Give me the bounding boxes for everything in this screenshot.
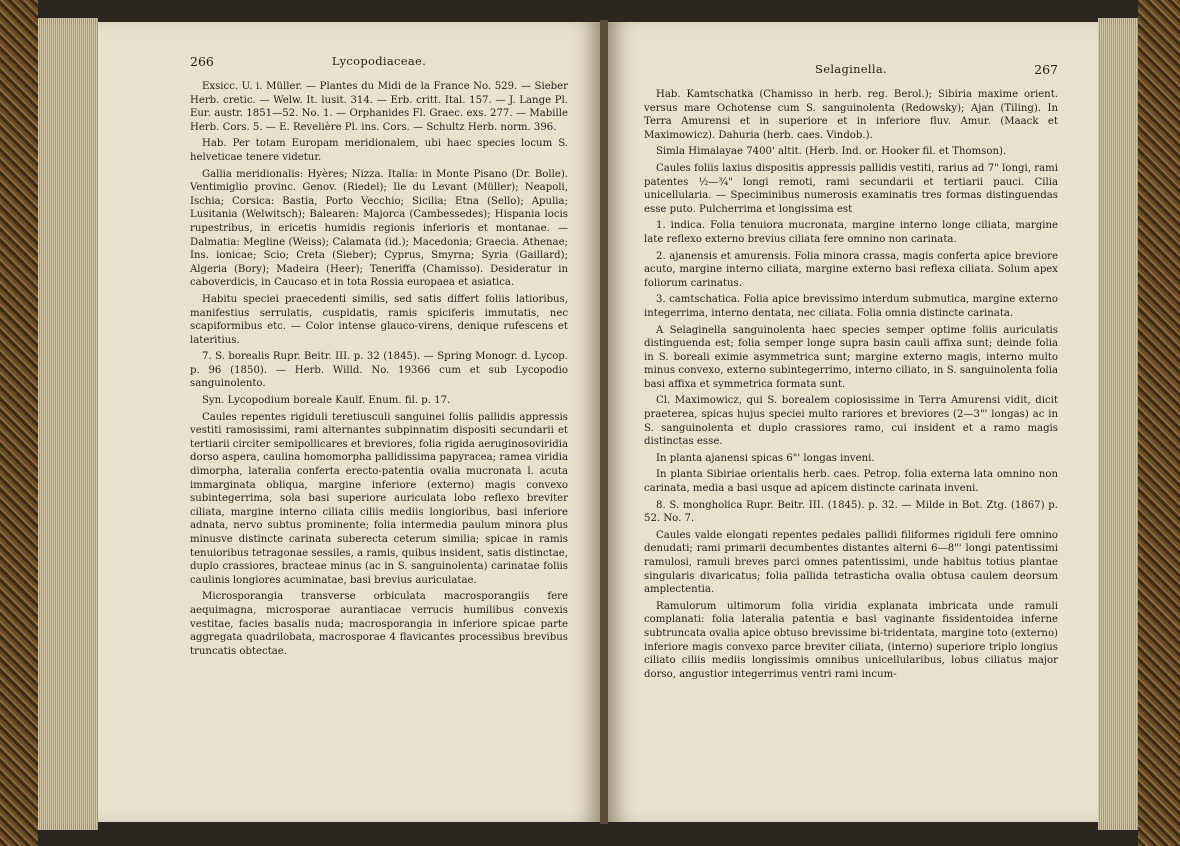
maximowicz-paragraph: Cl. Maximowicz, qui S. borealem copiosissime in Terra Amurensi vidit, dicit praeterea, spicas hujus speciei multo rariores et breviores (2—3"' longas) ac in S. sanguinolenta et duplo crassiores ramo, cui insident et a ramo magis distinctas esse.: [644, 395, 1058, 448]
right-page-number: 267: [1034, 62, 1058, 77]
description-paragraph: Caules repentes rigiduli teretiusculi sanguinei foliis pallidis appressis vestiti ramosissimi, rami alternantes subpinnatim dispositi secundarii et tertiarii circiter semipollicares et breviores, folia rigida aeruginosoviridia dorso aspera, caulina homomorpha pallidissima papyracea; ramea viridia dimorpha, lateralia conferta erecto-patentia ovalia mucronata l. acuta immarginata obliqua, margine inferiore (externo) magis convexo subintegerrima, sola basi superiore auriculata lobo reflexo breviter ciliata, margine interno ciliata ciliis mediis longioribus, basi inferiore adnata, nervo subtus prominente; folia intermedia paulum minora plus minusve distincte carinata suberecta ceterum similia; spicae in ramis tenuioribus tetragonae sessiles, a ramis, quibus insident, satis distinctae, duplo crassiores, bracteae minus (ac in S. sanguinolenta) carinatae foliis caulinis longiores acuminatae, basi brevius auriculatae.: [190, 411, 568, 586]
left-page-body: [190, 80, 568, 658]
ajanensi-paragraph: In planta ajanensi spicas 6"' longas inveni.: [656, 452, 875, 464]
left-page-stack: [38, 18, 98, 830]
sibiriae-paragraph: In planta Sibiriae orientalis herb. caes. Petrop. folia externa lata omnino non carinata, media a basi usque ad apicem distincte carinata inveni.: [644, 469, 1058, 495]
ramulorum-paragraph: Ramulorum ultimorum folia viridia explanata imbricata unde ramuli complanati: folia lateralia patentia e basi vaginante fissidentoidea inferne subtruncata ovalia apice obtuso brevissime bi-tridentata, margine toto (externo) inferiore magis convexo parce breviter ciliata, (interno) superiore triplo longius ciliato ciliis mediis longissimis omnibus unicellularibus, lobus ciliatus major dorso, angustior integerrimus ventri rami incum-: [644, 600, 1058, 680]
left-running-title: Lycopodiaceae.: [331, 54, 427, 68]
habitat-paragraph: Hab. Per totam Europam meridionalem, ubi haec species locum S. helveticae tenere videtur.: [190, 138, 568, 163]
habit-paragraph: Habitu speciei praecedenti similis, sed satis differt foliis latioribus, manifestius serrulatis, cuspidatis, ramis spiciferis immutatis, nec scapiformibus etc. — Color intense glauco-virens, denique rufescens et lateritius.: [190, 293, 568, 346]
right-page-body: [644, 88, 1058, 681]
form-ajanensis: 2. ajanensis et amurensis. Folia minora crassa, magis conferta apice breviore acuto, margine interno ciliata, margine externo basi reflexa ciliata. Solum apex foliorum carinatus.: [644, 250, 1058, 289]
right-running-title: Selaginella.: [815, 62, 887, 76]
right-page-stack: [1098, 18, 1138, 830]
mongholica-caules-paragraph: Caules valde elongati repentes pedales pallidi filiformes rigiduli fere omnino denudati; rami primarii decumbentes distantes alterni 6—8"' longi patentissimi ramulosi, ramuli breves parci omnes patentissimi, unde habitus totius plantae singularis divaricatus; folia pallida tetrasticha ovalia obtusa caulem deorsum amplectentia.: [644, 529, 1058, 596]
simla-paragraph: Simla Himalayae 7400' altit. (Herb. Ind. or. Hooker fil. et Thomson).: [656, 146, 1007, 158]
left-page-number: 266: [190, 54, 214, 69]
habitat-paragraph: Hab. Kamtschatka (Chamisso in herb. reg. Berol.); Sibiria maxime orient. versus mare Ochotense cum S. sanguinolenta (Redowsky); Ajan (Tiling). In Terra Amurensi et in superiore et in inferiore fluv. Amur. (Maack et Maximowicz). Dahuria (herb. caes. Vindob.).: [644, 89, 1058, 141]
book-gutter: [600, 20, 608, 824]
right-cover-edge: [1138, 0, 1180, 846]
left-page: [98, 22, 600, 822]
comparison-paragraph: A Selaginella sanguinolenta haec species semper optime foliis auriculatis distinguenda est; folia semper longe supra basin cauli affixa sunt; deinde folia in S. boreali eximie asymmetrica sunt; margine externo magis, interno multo minus convexo, externo subintegerrimo, interno ciliato, in S. sanguinolenta folia basi affixa et symmetrica formata sunt.: [644, 324, 1058, 390]
sporangia-paragraph: Microsporangia transverse orbiculata macrosporangiis fere aequimagna, microsporae aurantiacae verrucis humilibus convexis vestitae, facies basalis nuda; macrosporangia in inferiore spicae parte aggregata quadrilobata, macrosporae 4 flavicantes processibus brevibus truncatis obtectae.: [190, 591, 568, 657]
localities-paragraph: Gallia meridionalis: Hyères; Nizza. Italia: in Monte Pisano (Dr. Bolle). Ventimiglio provinc. Genov. (Riedel); Ile du Levant (Müller); Neapoli, Ischia; Corsica: Bastia, Porto Vecchio; Sicilia; Etna (Sello); Apulia; Lusitania (Welwitsch); Balearen: Majorca (Cambessedes); Hispania locis rupestribus, in ericetis humidis regionis inferioris et montanae. — Dalmatia: Megline (Weiss); Calamata (id.); Macedonia; Graecia. Athenae; Ins. ionicae; Scio; Creta (Sieber); Cyprus, Smyrna; Syria (Gaillard); Algeria (Bory); Madeira (Heer); Teneriffa (Chamisso). Desideratur in caboverdicis, in Caucaso et in tota Rossia europaea et asiatica.: [190, 168, 568, 289]
exsiccatae-paragraph: Exsicc. U. i. Müller. — Plantes du Midi de la France No. 529. — Sieber Herb. cretic. — Welw. It. lusit. 314. — Erb. critt. Ital. 157. — J. Lange Pl. Eur. austr. 1851—52. No. 1. — Orphanides Fl. Graec. exs. 277. — Mabille Herb. Cors. 5. — E. Revelière Pl. ins. Cors. — Schultz Herb. norm. 396.: [190, 81, 568, 133]
form-indica: 1. indica. Folia tenuiora mucronata, margine interno longe ciliata, margine late reflexo externo brevius ciliata fere omnino non carinata.: [644, 220, 1058, 245]
species-heading-mongholica: 8. S. mongholica Rupr. Beitr. III. (1845). p. 32. — Milde in Bot. Ztg. (1867) p. 52. No. 7.: [644, 499, 1058, 525]
form-camtschatica: 3. camtschatica. Folia apice brevissimo interdum submutica, margine externo integerrima, interno dentata, nec ciliata. Folia omnia distincte carinata.: [644, 294, 1058, 319]
left-running-head: [190, 54, 568, 74]
synonym-paragraph: Syn. Lycopodium boreale Kaulf. Enum. fil. p. 17.: [202, 395, 451, 407]
left-cover-edge: [0, 0, 38, 846]
right-page: [608, 22, 1098, 822]
caules-paragraph: Caules foliis laxius dispositis appressis pallidis vestiti, rarius ad 7" longi, rami patentes ½—¾" longi remoti, rami secundarii et tertiarii pauci. Cilia unicellularia. — Speciminibus numerosis examinatis tres formas distinguendas esse puto. Pulcherrima et longissima est: [644, 162, 1058, 215]
right-running-head: [644, 62, 1058, 82]
species-heading-borealis: 7. S. borealis Rupr. Beitr. III. p. 32 (1845). — Spring Monogr. d. Lycop. p. 96 (1850). — Herb. Willd. No. 19366 cum et sub Lycopodio sanguinolento.: [190, 351, 568, 390]
